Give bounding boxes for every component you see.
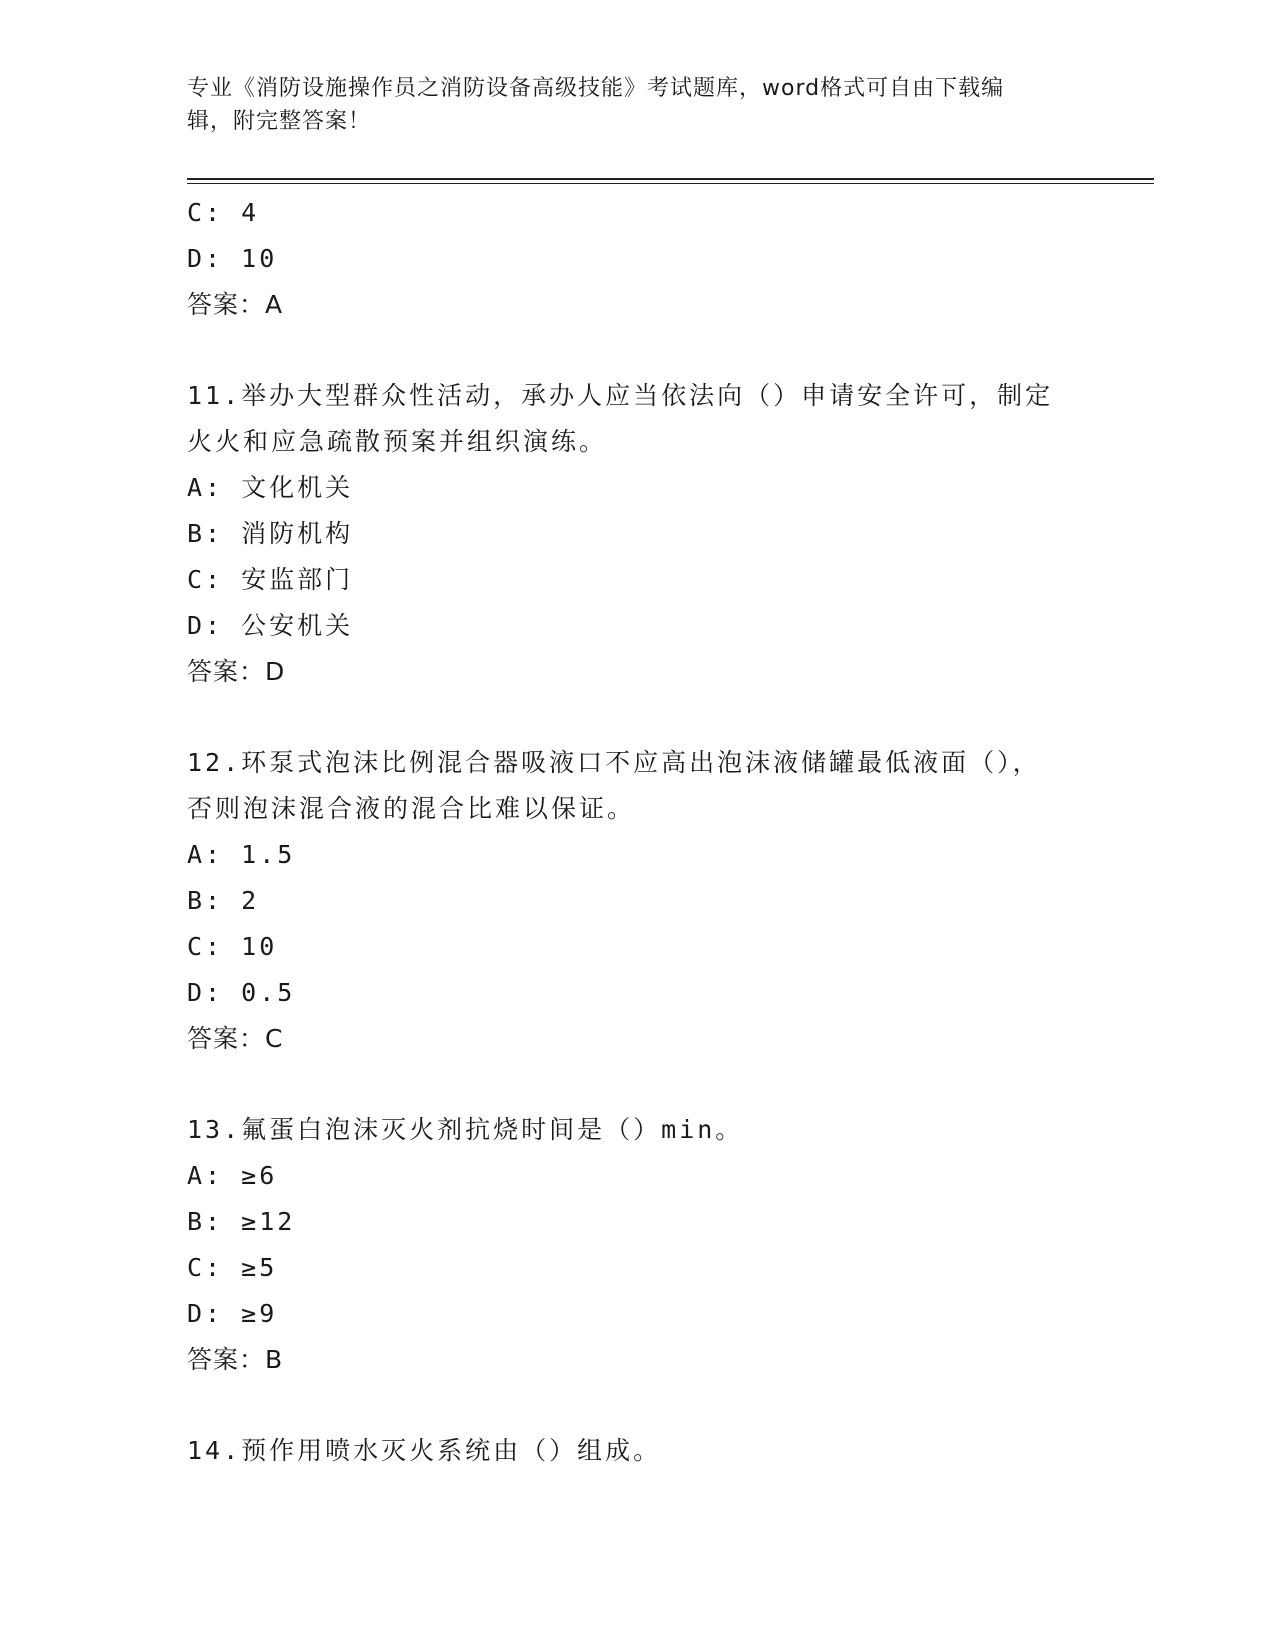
option-a: A: ≥6 <box>187 1161 278 1190</box>
question-11 <box>187 373 1087 695</box>
question-list <box>187 190 1087 1474</box>
option-a: A: 1.5 <box>187 840 296 869</box>
option-a: A: 文化机关 <box>187 473 354 502</box>
answer-label: 答案：B <box>187 1345 284 1374</box>
option-c: C: 安监部门 <box>187 565 354 594</box>
option-b: B: 消防机构 <box>187 519 354 548</box>
header-divider-thick <box>187 178 1154 180</box>
question-text-line-1: 12.环泵式泡沫比例混合器吸液口不应高出泡沫液储罐最低液面（）， <box>187 748 1041 777</box>
answer-label: 答案：D <box>187 657 286 686</box>
option-c: C: ≥5 <box>187 1253 278 1282</box>
question-12 <box>187 740 1087 1062</box>
question-text-line-1: 14.预作用喷水灭火系统由（）组成。 <box>187 1436 662 1465</box>
option-d: D: ≥9 <box>187 1299 278 1328</box>
question-10-tail <box>187 190 1087 328</box>
option-d: D: 10 <box>187 244 278 273</box>
question-14 <box>187 1428 1087 1474</box>
question-13 <box>187 1107 1087 1383</box>
answer-label: 答案：A <box>187 290 284 319</box>
question-text-line-2: 否则泡沫混合液的混合比难以保证。 <box>187 794 636 823</box>
option-c: C: 4 <box>187 198 260 227</box>
header-divider-thin <box>187 183 1154 184</box>
question-text-line-2: 火火和应急疏散预案并组织演练。 <box>187 427 608 456</box>
option-c: C: 10 <box>187 932 278 961</box>
answer-label: 答案：C <box>187 1024 284 1053</box>
document-header <box>187 72 1067 138</box>
option-d: D: 公安机关 <box>187 611 354 640</box>
option-b: B: 2 <box>187 886 260 915</box>
question-text-line-1: 13.氟蛋白泡沫灭火剂抗烧时间是（）min。 <box>187 1115 744 1144</box>
header-line-1: 专业《消防设施操作员之消防设备高级技能》考试题库，word格式可自由下载编 <box>187 76 1005 101</box>
question-text-line-1: 11.举办大型群众性活动，承办人应当依法向（）申请安全许可，制定 <box>187 381 1054 410</box>
option-b: B: ≥12 <box>187 1207 296 1236</box>
header-line-2: 辑，附完整答案！ <box>187 109 372 134</box>
option-d: D: 0.5 <box>187 978 296 1007</box>
